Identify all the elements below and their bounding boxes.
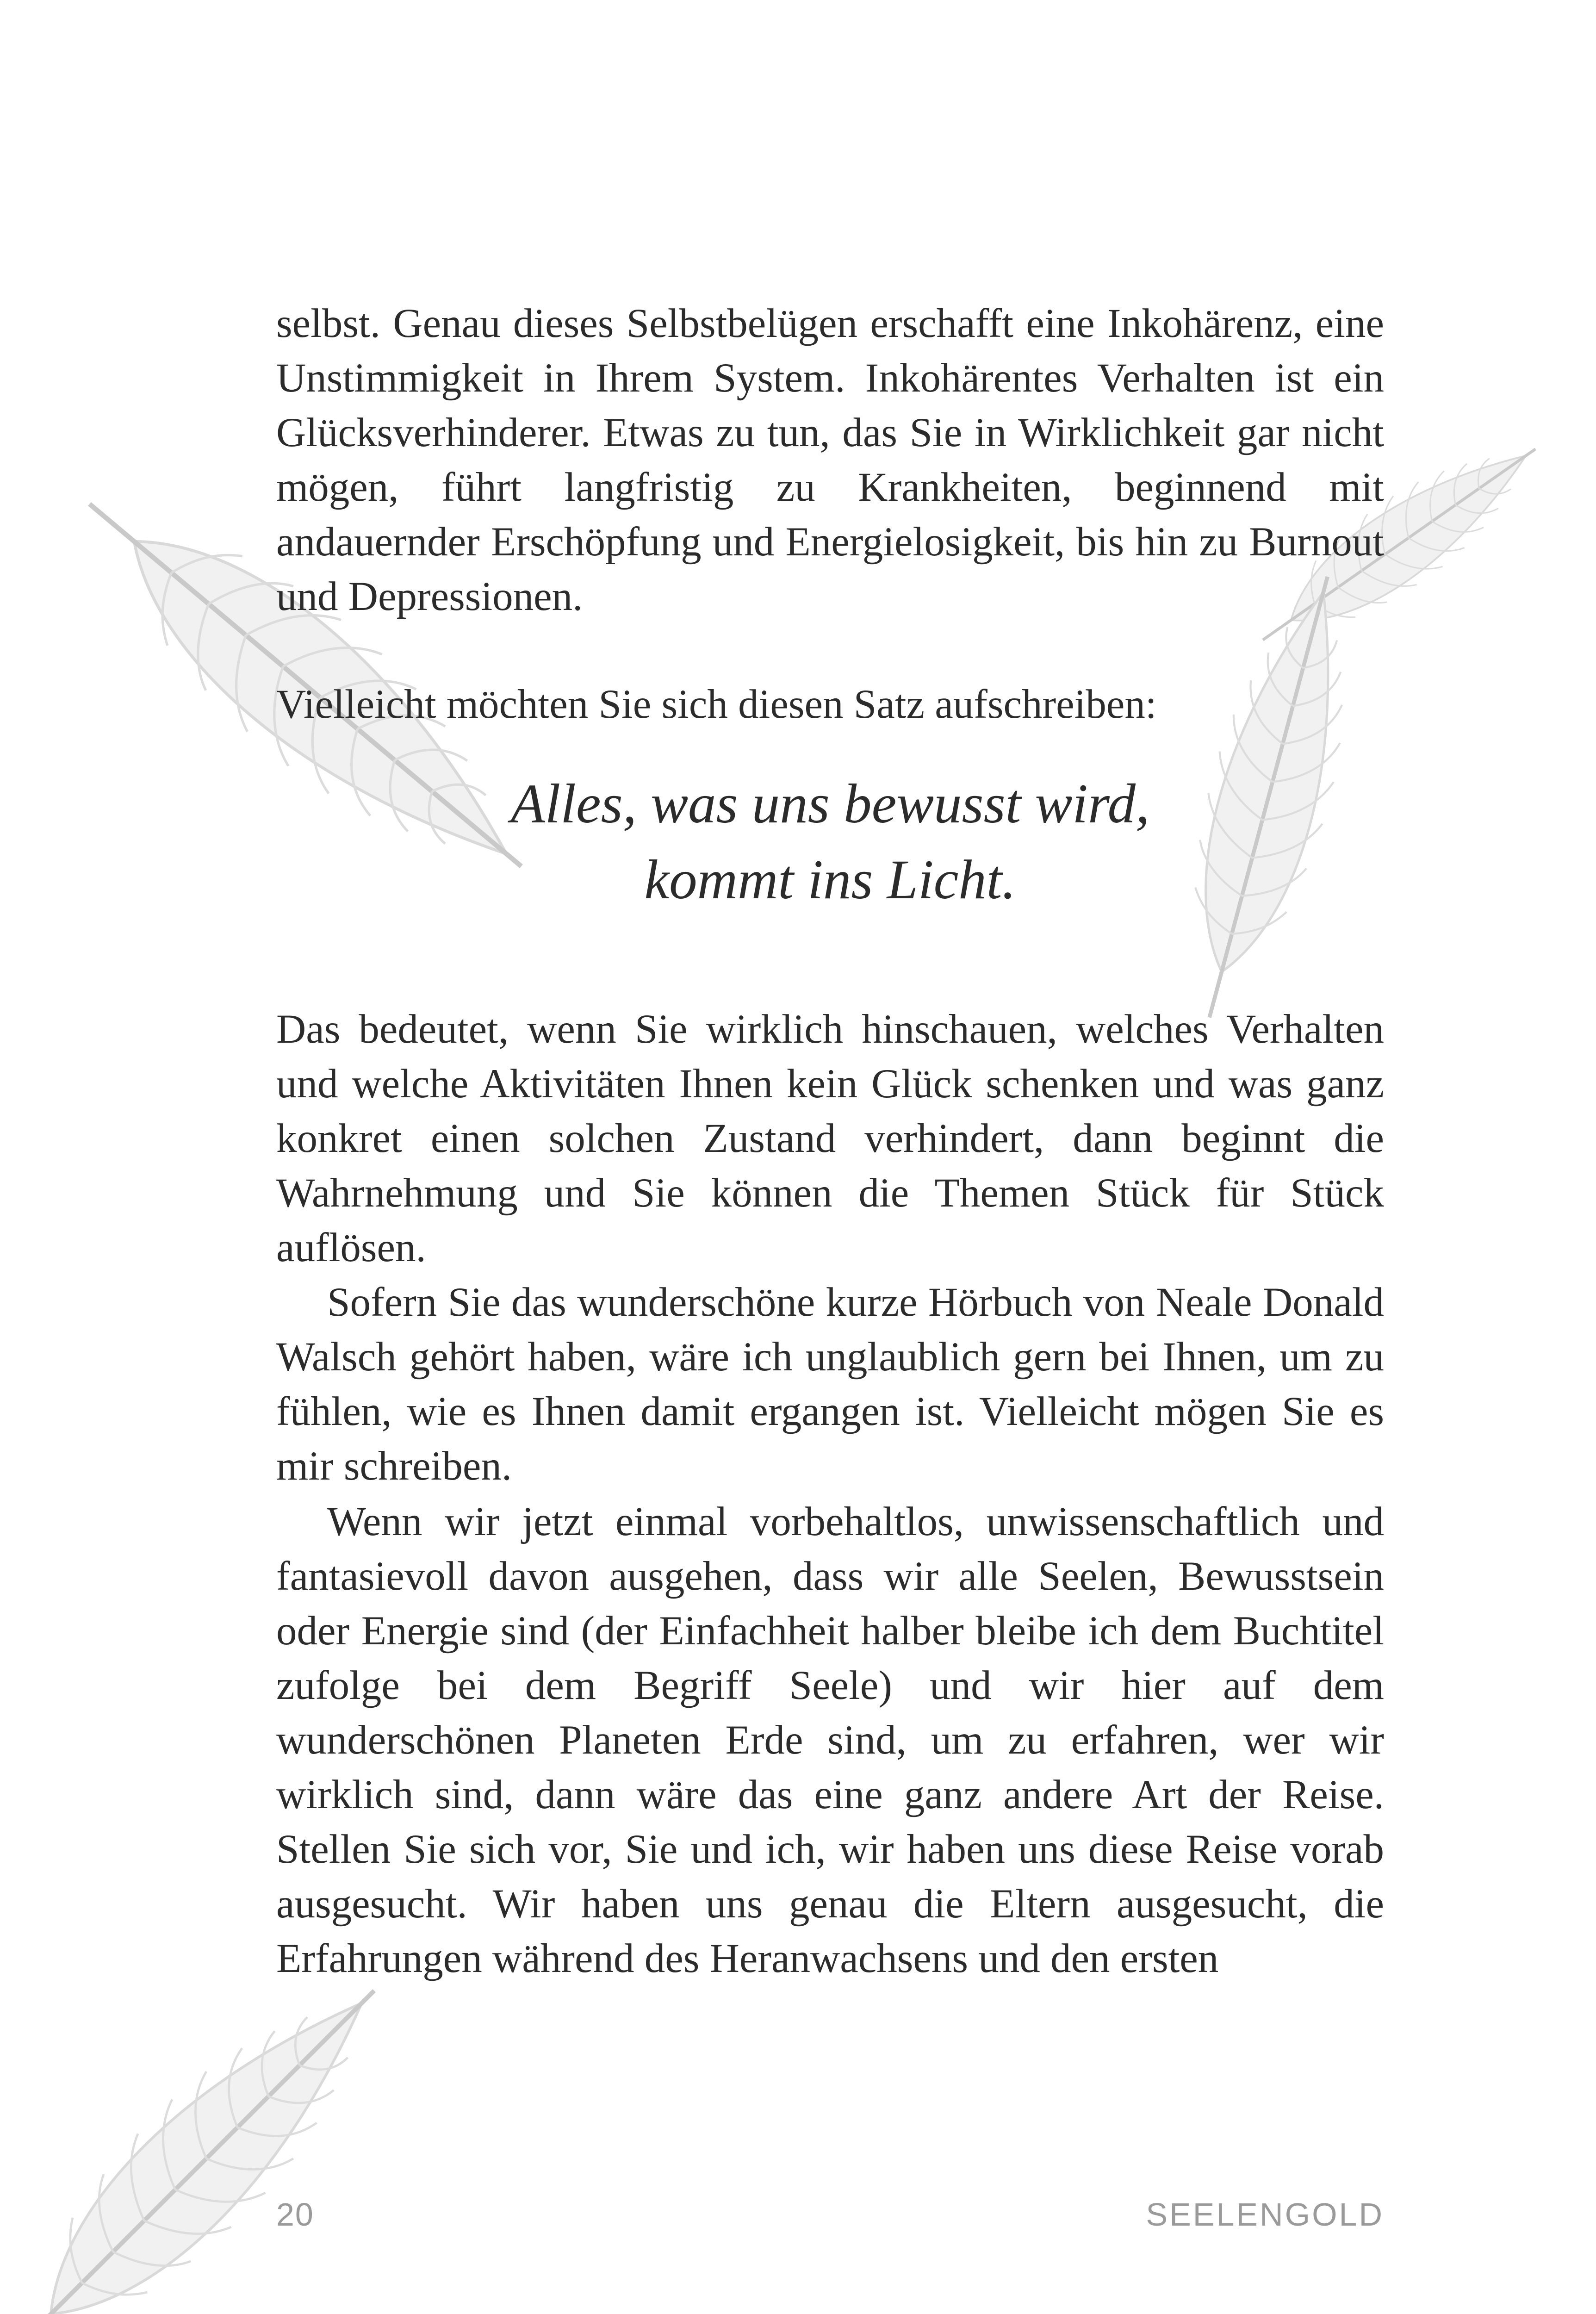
paragraph: Das bedeutet, wenn Sie wirklich hinschauen, welches Verhalten und welche Aktivitäten Ihnen kein Glück schenken und was ganz konkret einen solchen Zustand verhindert, dann beginnt die Wahrnehmung und Sie können die Themen Stück für Stück auflösen. bbox=[276, 1007, 1384, 1270]
page-number: 20 bbox=[276, 2196, 314, 2233]
quote-line: kommt ins Licht. bbox=[644, 849, 1016, 911]
paragraph: Sofern Sie das wunderschöne kurze Hörbuch von Neale Donald Walsch gehört haben, wäre ich unglaublich gern bei Ihnen, um zu fühlen, wie es Ihnen damit ergangen ist. Vielleicht mögen Sie es mir schreiben. bbox=[276, 1280, 1384, 1489]
paragraph: Wenn wir jetzt einmal vorbehaltlos, unwissenschaftlich und fantasievoll davon ausgehen, dass wir alle Seelen, Bewusstsein oder Energie sind (der Einfachheit halber bleibe ich dem Buchtitel zufolge bei dem Begriff Seele) und wir hier auf dem wunderschönen Planeten Erde sind, um zu erfahren, wer wir wirklich sind, dann wäre das eine ganz andere Art der Reise. Stellen Sie sich vor, Sie und ich, wir haben uns diese Reise vorab ausgesucht. Wir haben uns genau die Eltern ausgesucht, die Erfahrungen während des Heranwachsens und den ersten bbox=[276, 1499, 1384, 1981]
quote-line: Alles, was uns bewusst wird, bbox=[510, 773, 1150, 835]
highlighted-quote bbox=[276, 766, 1384, 918]
paragraph: Vielleicht möchten Sie sich diesen Satz aufschreiben: bbox=[276, 682, 1157, 727]
feather-illustration bbox=[0, 1944, 421, 2314]
running-title: SEELENGOLD bbox=[1146, 2196, 1384, 2233]
paragraph: selbst. Genau dieses Selbstbelügen erschafft eine Inkohärenz, eine Unstimmigkeit in Ihrem System. Inkohärentes Verhalten ist ein Glücksverhinderer. Etwas zu tun, das Sie in Wirklichkeit gar nicht mögen, führt langfristig zu Krankheiten, beginnend mit andauernder Erschöpfung und Energielosigkeit, bis hin zu Burnout und Depressionen. bbox=[276, 301, 1384, 619]
